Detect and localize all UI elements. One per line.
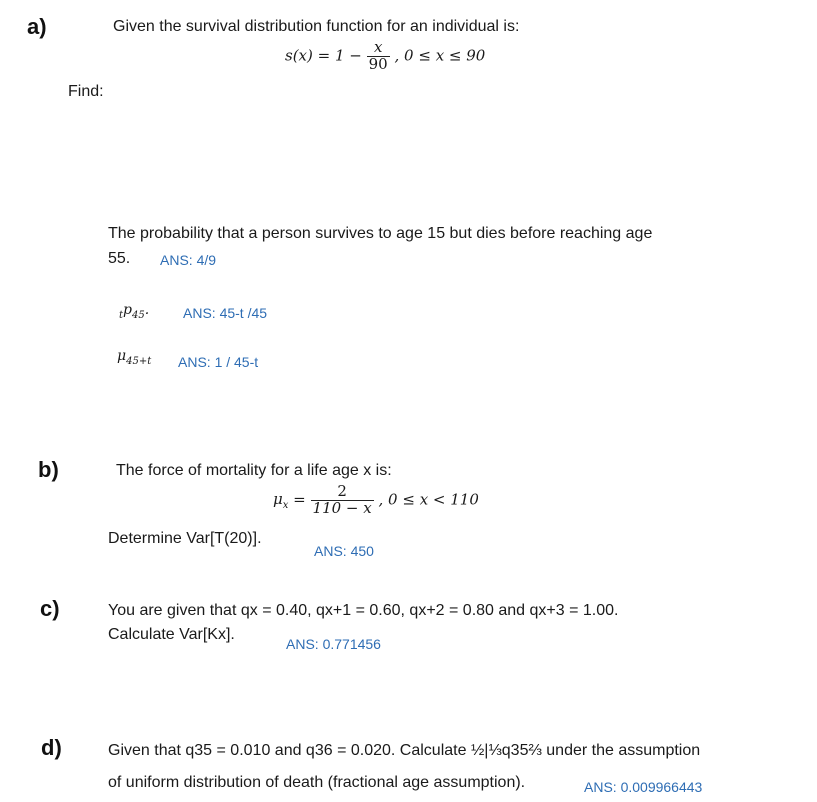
section-b-label: b) <box>38 457 59 482</box>
symbol-mu-sub: 45+t <box>126 355 152 367</box>
mu-symbol <box>273 490 289 512</box>
formula-numerator: x <box>373 38 383 56</box>
question-b: Determine Var[T(20)]. <box>108 530 262 547</box>
formula-lhs: s(x) = 1 − <box>285 46 362 65</box>
answer-d: ANS: 0.009966443 <box>584 779 703 795</box>
symbol-tp45-dot: . <box>144 302 150 318</box>
formula-domain: , 0 ≤ x ≤ 90 <box>394 46 486 65</box>
answer-c: ANS: 0.771456 <box>286 636 381 652</box>
answer-a1: ANS: 4/9 <box>160 252 217 268</box>
answer-b: ANS: 450 <box>314 543 374 559</box>
answer-a3: ANS: 1 / 45-t <box>178 354 259 370</box>
mortality-fraction <box>311 484 374 517</box>
question-a1-line2: 55. <box>108 250 131 267</box>
question-d-line1: Given that q35 = 0.010 and q36 = 0.020. Calculate ½|⅓q35⅔ under the assumption <box>108 742 701 759</box>
symbol-tp45 <box>119 302 149 321</box>
mortality-formula <box>273 484 479 517</box>
formula-fraction <box>367 40 390 73</box>
equals-sign: = <box>293 490 306 509</box>
answer-a2: ANS: 45-t /45 <box>183 305 268 321</box>
section-a-intro: Given the survival distribution function for an individual is: <box>113 18 520 35</box>
survival-formula <box>285 40 485 73</box>
mortality-denominator: 110 − x <box>312 498 372 517</box>
mortality-numerator: 2 <box>337 482 347 500</box>
question-d-line2: of uniform distribution of death (fractional age assumption). <box>108 774 526 791</box>
question-a1-line1: The probability that a person survives to age 15 but dies before reaching age <box>108 225 653 242</box>
symbol-mu45t <box>117 348 151 367</box>
section-b-intro: The force of mortality for a life age x is: <box>116 462 392 479</box>
mu-main: μ <box>273 490 283 509</box>
question-c-line2: Calculate Var[Kx]. <box>108 626 235 643</box>
section-d-label: d) <box>41 735 62 760</box>
symbol-tp45-t: t <box>119 309 124 321</box>
symbol-mu: μ <box>117 348 127 364</box>
symbol-tp45-sub: 45 <box>132 309 145 321</box>
mu-sub: x <box>282 500 289 512</box>
question-c-line1: You are given that qx = 0.40, qx+1 = 0.60, qx+2 = 0.80 and qx+3 = 1.00. <box>108 602 619 619</box>
formula-denominator: 90 <box>368 54 388 73</box>
section-a-label: a) <box>27 14 47 39</box>
section-c-label: c) <box>40 596 60 621</box>
symbol-tp45-p: p <box>123 302 132 318</box>
find-label: Find: <box>68 83 104 100</box>
mortality-domain: , 0 ≤ x < 110 <box>378 490 479 509</box>
